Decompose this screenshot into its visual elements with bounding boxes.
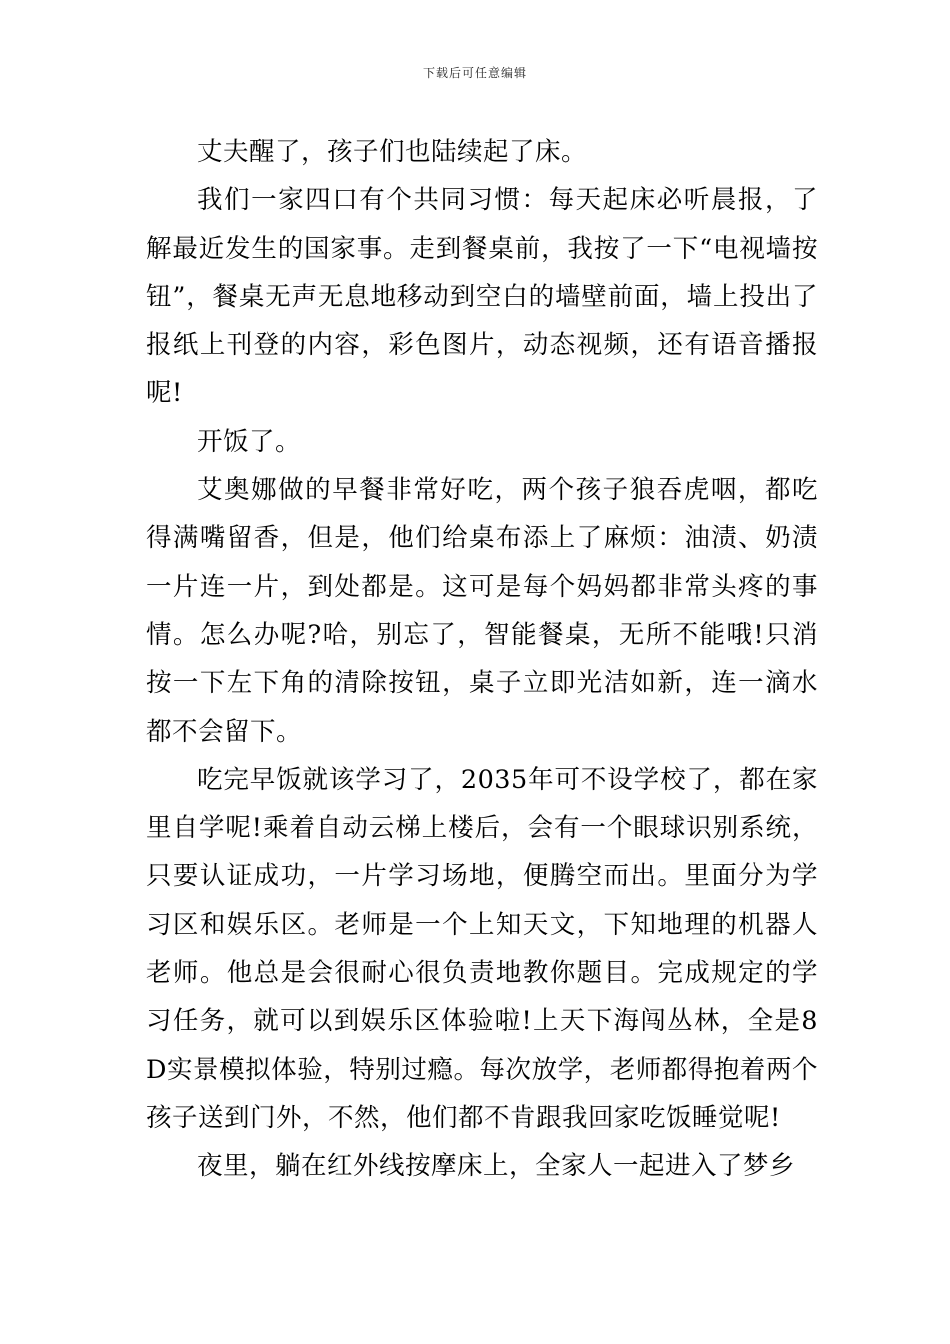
page-header: 下载后可任意编辑	[422, 66, 527, 80]
paragraph-6: 夜里，躺在红外线按摩床上，全家人一起进入了梦乡	[197, 1151, 796, 1182]
document-body	[146, 128, 818, 1191]
paragraph-1: 丈夫醒了，孩子们也陆续起了床。	[197, 137, 588, 167]
paragraph-4: 艾奥娜做的早餐非常好吃，两个孩子狼吞虎咽，都吃得满嘴留香，但是，他们给桌布添上了麻烦：油渍、奶渍一片连一片，到处都是。这可是每个妈妈都非常头疼的事情。怎么办呢?哈，别忘了，智能餐桌，无所不能哦!只消按一下左下角的清除按钮，桌子立即光洁如新，连一滴水都不会留下。	[146, 475, 818, 747]
paragraph-5: 吃完早饭就该学习了，2035年可不设学校了，都在家里自学呢!乘着自动云梯上楼后，会有一个眼球识别系统，只要认证成功，一片学习场地，便腾空而出。里面分为学习区和娱乐区。老师是一个上知天文，下知地理的机器人老师。他总是会很耐心很负责地教你题目。完成规定的学习任务，就可以到娱乐区体验啦!上天下海闯丛林，全是8D实景模拟体验，特别过瘾。每次放学，老师都得抱着两个孩子送到门外，不然，他们都不肯跟我回家吃饭睡觉呢!	[146, 764, 818, 1133]
paragraph-2: 我们一家四口有个共同习惯：每天起床必听晨报，了解最近发生的国家事。走到餐桌前，我按了一下“电视墙按钮”，餐桌无声无息地移动到空白的墙壁前面，墙上投出了报纸上刊登的内容，彩色图片，动态视频，还有语音播报呢!	[146, 185, 818, 409]
paragraph-3: 开饭了。	[197, 426, 302, 457]
